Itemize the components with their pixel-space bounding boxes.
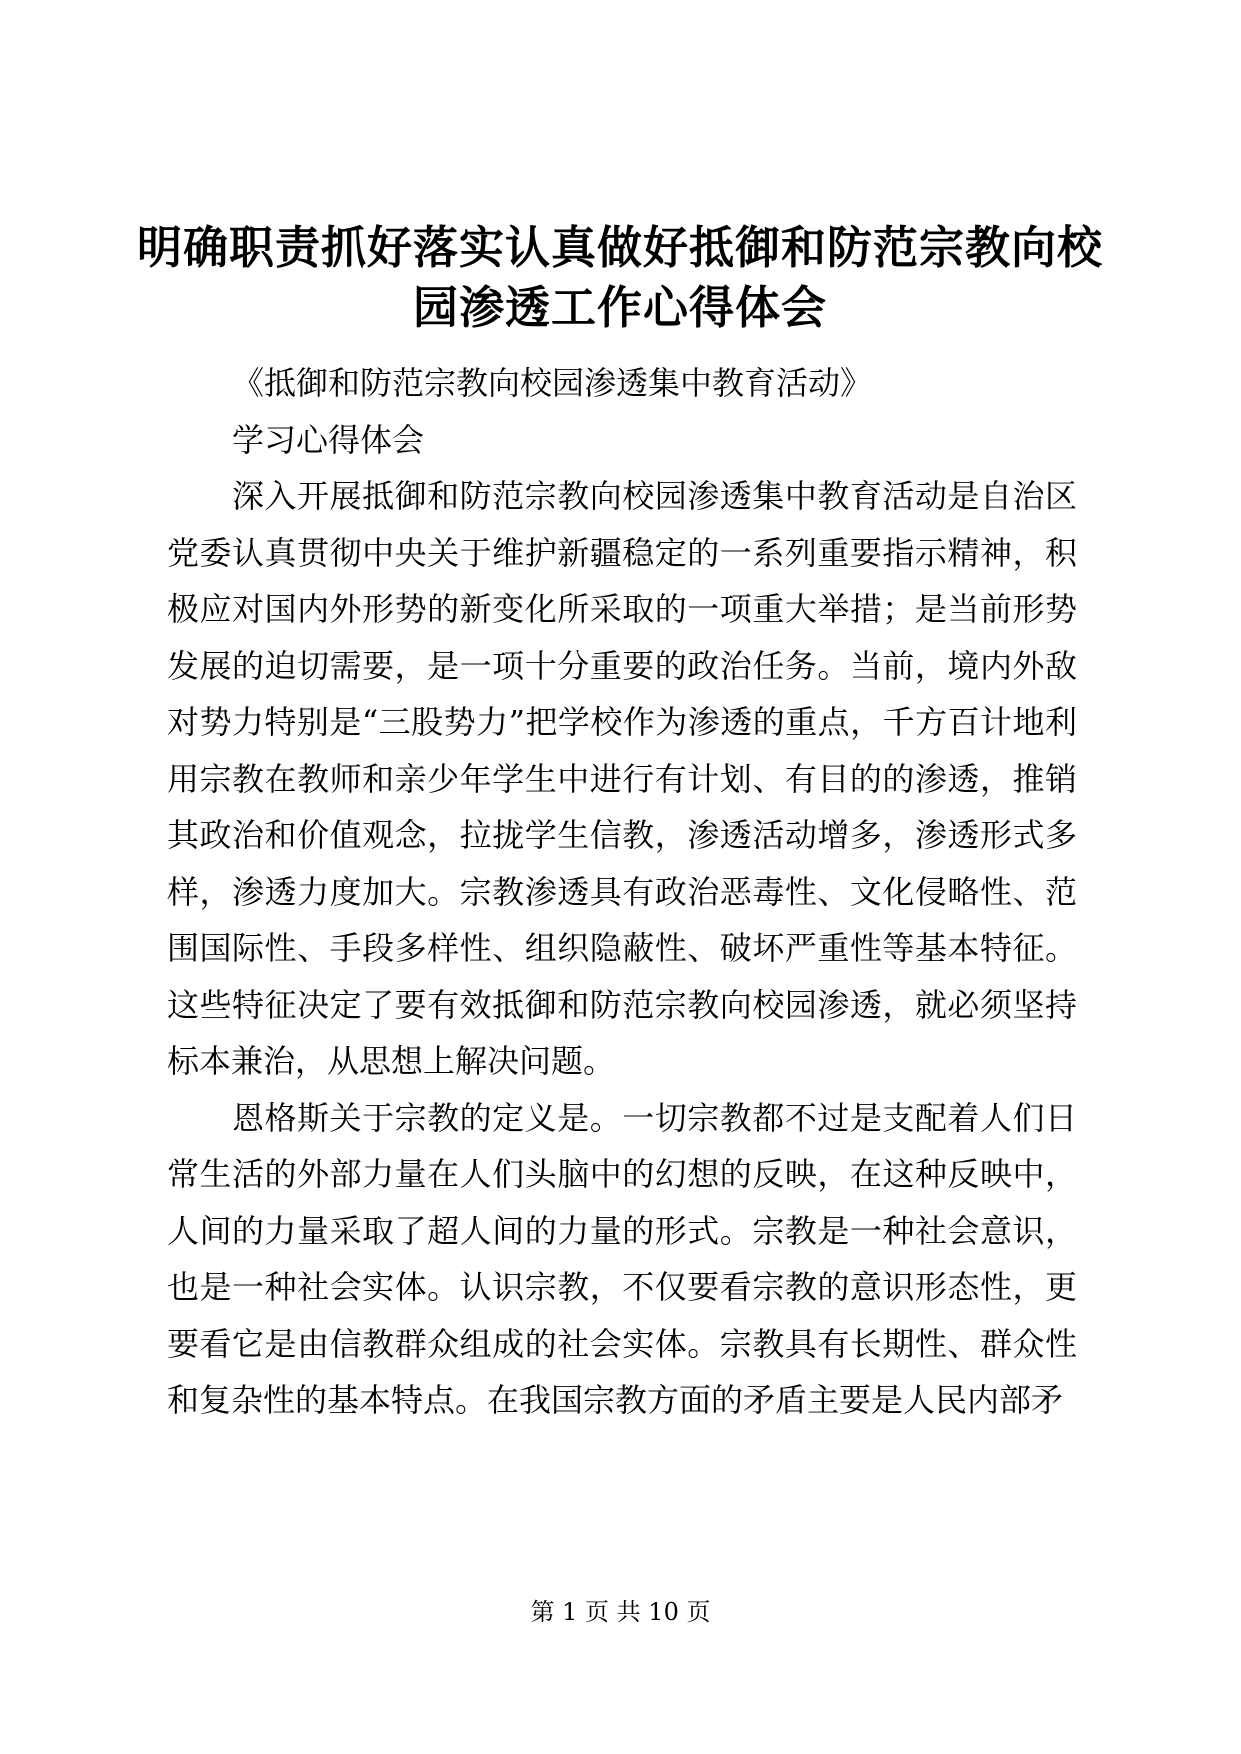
document-title: 明确职责抓好落实认真做好抵御和防范宗教向校园渗透工作心得体会 [136, 221, 1103, 334]
subtitle-line-1: 《抵御和防范宗教向校园渗透集中教育活动》 [232, 364, 873, 402]
body-paragraph-1: 深入开展抵御和防范宗教向校园渗透集中教育活动是自治区党委认真贯彻中央关于维护新疆稳定的一系列重要指示精神，积极应对国内外形势的新变化所采取的一项重大举措；是当前形势发展的迫切需要，是一项十分重要的政治任务。当前，境内外敌对势力特别是“三股势力”把学校作为渗透的重点，千方百计地利用宗教在教师和亲少年学生中进行有计划、有目的的渗透，推销其政治和价值观念，拉拢学生信教，渗透活动增多，渗透形式多样，渗透力度加大。宗教渗透具有政治恶毒性、文化侵略性、范围国际性、手段多样性、组织隐蔽性、破坏严重性等基本特征。这些特征决定了要有效抵御和防范宗教向校园渗透，就必须坚持标本兼治，从思想上解决问题。 [167, 477, 1077, 1080]
subtitle-line-2: 学习心得体会 [232, 420, 425, 459]
body-paragraph-2: 恩格斯关于宗教的定义是。一切宗教都不过是支配着人们日常生活的外部力量在人们头脑中的幻想的反映，在这种反映中，人间的力量采取了超人间的力量的形式。宗教是一种社会意识，也是一种社会实体。认识宗教，不仅要看宗教的意识形态性，更要看它是由信教群众组成的社会实体。宗教具有长期性、群众性和复杂性的基本特点。在我国宗教方面的矛盾主要是人民内部矛 [167, 1098, 1077, 1419]
document-body [167, 355, 1077, 1429]
page-footer: 第 1 页 共 10 页 [530, 1598, 711, 1626]
